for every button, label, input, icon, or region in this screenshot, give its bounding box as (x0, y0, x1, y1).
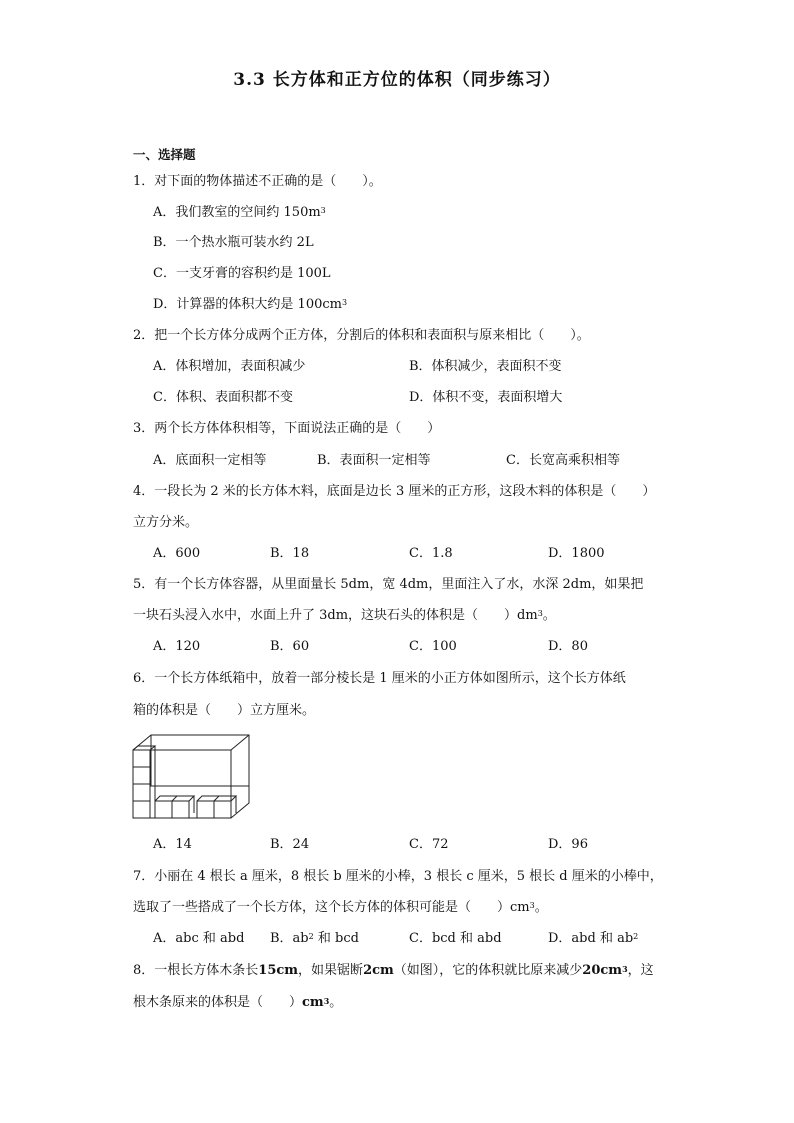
question-4-option-c: C．1.8 (409, 546, 453, 561)
question-3-stem: 3．两个长方体体积相等，下面说法正确的是（ ） (133, 421, 441, 436)
question-7-option-d: D．abd 和 $ab^2$ (548, 931, 639, 946)
question-5-option-c: C．100 (409, 639, 457, 654)
question-5-option-a: A．120 (153, 639, 201, 654)
cube (197, 801, 214, 818)
cube (214, 801, 231, 818)
question-6-option-c: C．72 (409, 837, 449, 852)
question-7-option-b: B．$ab^2$ 和 bcd (270, 931, 359, 946)
question-5-option-b: B．60 (270, 639, 310, 654)
question-6-stem-line1: 6．一个长方体纸箱中，放着一部分棱长是 1 厘米的小正方体如图所示，这个长方体纸 (133, 671, 626, 686)
question-8-stem-line1: 8．一根长方体木条长15cm，如果锯断2cm（如图），它的体积就比原来减少$20cm^3$，这 (133, 963, 654, 978)
cube (133, 767, 150, 784)
question-2-option-b: B．体积减少，表面积不变 (409, 359, 562, 374)
question-2-option-c: C．体积、表面积都不变 (153, 390, 293, 405)
question-5-option-d: D．80 (548, 639, 588, 654)
question-2-option-a: A．体积增加，表面积减少 (153, 359, 306, 374)
question-1-option-d: D．计算器的体积大约是 $100cm^3$ (153, 297, 348, 312)
question-6-option-d: D．96 (548, 837, 588, 852)
cube (133, 750, 150, 767)
question-7-option-c: C．bcd 和 abd (409, 931, 502, 946)
question-8-stem-line2: 根木条原来的体积是（ ）$cm^3$。 (133, 995, 343, 1010)
question-5-stem-line1: 5．有一个长方体容器，从里面量长 5dm，宽 4dm，里面注入了水，水深 2dm，如果把 (133, 577, 644, 592)
question-7-option-a: A．abc 和 abd (153, 931, 245, 946)
question-6-option-a: A．14 (153, 837, 192, 852)
question-3-option-b: B．表面积一定相等 (317, 453, 431, 468)
box-hidden-edges (151, 735, 249, 786)
question-1-option-b: B．一个热水瓶可装水约 2L (153, 235, 314, 250)
question-7-stem-line1: 7．小丽在 4 根长 a 厘米，8 根长 b 厘米的小棒，3 根长 c 厘米，5 根长 d 厘米的小棒中， (133, 869, 663, 884)
question-4-option-a: A．600 (153, 546, 201, 561)
question-1-option-c: C．一支牙膏的容积约是 100L (153, 266, 331, 281)
section-heading: 一、选择题 (133, 147, 196, 162)
question-4-stem-line2: 立方分米。 (133, 515, 199, 530)
page-title: 3.3 长方体和正方位的体积（同步练习） (233, 70, 561, 90)
question-1-option-a: A．我们教室的空间约 $150m^3$ (153, 205, 326, 220)
cube-top (219, 796, 236, 801)
cube (155, 801, 172, 818)
box-top-edge (231, 735, 249, 750)
question-4-option-b: B．18 (270, 546, 310, 561)
cube-top (155, 796, 177, 801)
question-6-option-b: B．24 (270, 837, 310, 852)
question-2-stem: 2．把一个长方体分成两个正方体，分割后的体积和表面积与原来相比（ ）。 (133, 328, 590, 343)
cube-top (197, 796, 219, 801)
cuboid-box-figure (132, 734, 254, 820)
question-4-option-d: D．1800 (548, 546, 605, 561)
cube-top (177, 796, 194, 801)
question-2-option-d: D．体积不变，表面积增大 (409, 390, 563, 405)
question-6-stem-line2: 箱的体积是（ ）立方厘米。 (133, 703, 316, 718)
question-5-stem-line2: 一块石头浸入水中，水面上升了 3dm，这块石头的体积是（ ）$dm^3$。 (133, 608, 556, 623)
cube (172, 801, 189, 818)
question-7-stem-line2: 选取了一些搭成了一个长方体，这个长方体的体积可能是（ ）$cm^3$。 (133, 900, 548, 915)
question-4-stem-line1: 4．一段长为 2 米的长方体木料，底面是边长 3 厘米的正方形，这段木料的体积是（ ） (133, 484, 656, 499)
question-1-stem: 1．对下面的物体描述不正确的是（ ）。 (133, 174, 382, 189)
question-3-option-c: C．长宽高乘积相等 (506, 453, 620, 468)
cube (133, 784, 150, 801)
question-3-option-a: A．底面积一定相等 (153, 453, 267, 468)
cube (133, 801, 150, 818)
